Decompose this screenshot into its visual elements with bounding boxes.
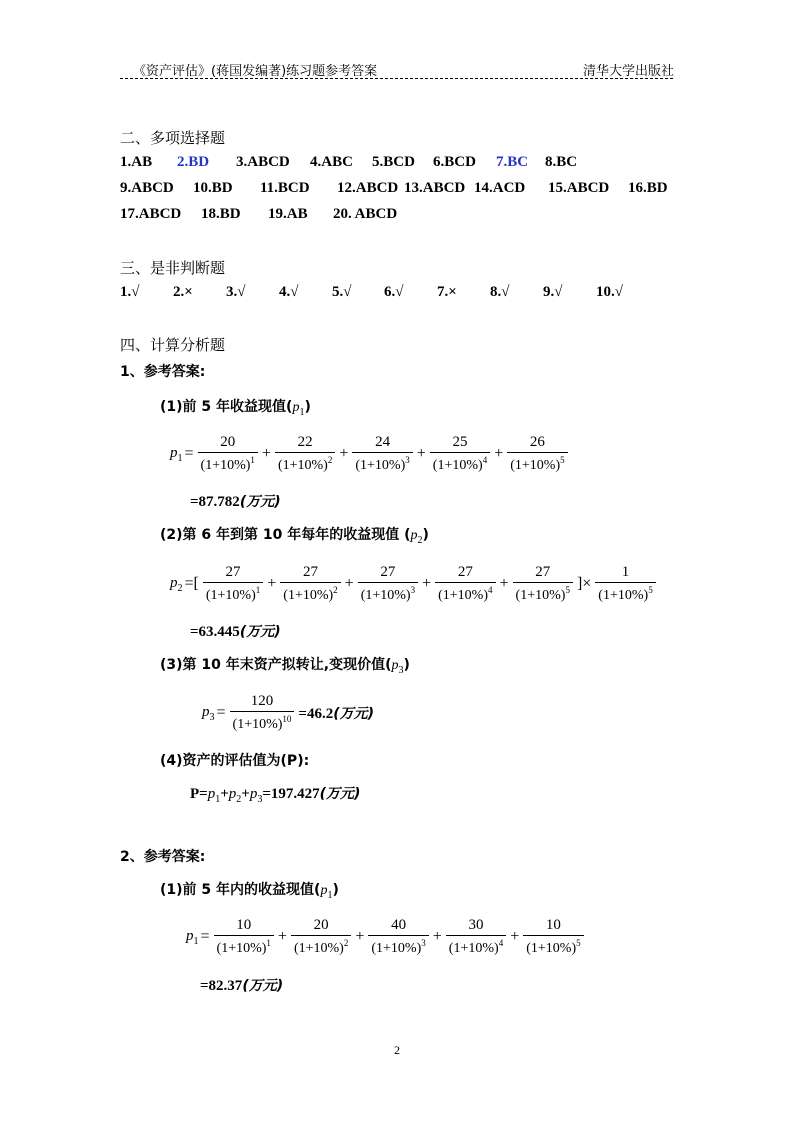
tf-answer: 10.√ [596, 284, 623, 300]
exponent: 10 [282, 714, 292, 724]
result-value: =87.782 [190, 494, 240, 510]
mc-answer: 3.ABCD [236, 154, 290, 170]
var-sub: 1 [215, 794, 221, 805]
denominator [214, 935, 274, 957]
lhs-var: p [202, 703, 210, 720]
equals-sign: = [184, 445, 194, 462]
step-text: (1)前 5 年内的收益现值( [160, 882, 321, 898]
denominator-base: (1+10%) [283, 588, 334, 603]
numerator: 10 [236, 917, 252, 933]
denominator [595, 582, 655, 604]
denominator [446, 935, 506, 957]
exponent: 5 [560, 455, 565, 465]
question-1-label: 1、参考答案: [120, 364, 206, 380]
q1-formula-1 [170, 434, 570, 474]
result-value: =82.37 [200, 978, 243, 994]
lhs-var: p [186, 927, 194, 944]
result-unit: (万元) [319, 786, 361, 802]
step-close: ) [403, 657, 410, 673]
fraction-term [358, 564, 418, 604]
page-number: 2 [394, 1043, 400, 1057]
fraction-term [523, 917, 583, 957]
denominator [198, 452, 258, 474]
result-unit: (万元) [239, 494, 281, 510]
equals-sign: =[ [184, 575, 199, 592]
q2-step-1-label [160, 879, 339, 901]
mc-answer: 20. ABCD [333, 206, 398, 222]
numerator: 25 [452, 434, 468, 450]
numerator: 120 [250, 693, 274, 709]
denominator [430, 452, 490, 474]
denominator-base: (1+10%) [293, 941, 344, 956]
fraction-term [214, 917, 274, 957]
plus-sign: + [510, 928, 520, 945]
fraction-term [446, 917, 506, 957]
mc-answer: 12.ABCD [337, 180, 399, 196]
q1-formula-2 [170, 564, 658, 604]
denominator-base: (1+10%) [432, 458, 483, 473]
denominator-base: (1+10%) [216, 941, 267, 956]
denominator-base: (1+10%) [438, 588, 489, 603]
exponent: 3 [421, 938, 426, 948]
tf-answer: 5.√ [332, 284, 352, 300]
denominator-base: (1+10%) [515, 588, 566, 603]
plus-sign: + [339, 445, 349, 462]
mc-answer: 8.BC [545, 154, 578, 170]
numerator: 24 [375, 434, 391, 450]
exponent: 4 [498, 938, 504, 948]
lhs-var: p [170, 444, 178, 461]
var-sub: 2 [236, 794, 242, 805]
denominator [358, 582, 418, 604]
result-value: =63.445 [190, 624, 240, 640]
exponent: 3 [405, 455, 410, 465]
var-p1: p [207, 786, 216, 802]
tf-answer: 1.√ [120, 284, 140, 300]
header-divider [120, 78, 673, 79]
header-title: 《资产评估》(蒋国发编著)练习题参考答案 [133, 64, 378, 79]
mc-answer: 10.BD [193, 180, 233, 196]
step-close: ) [422, 527, 429, 543]
numerator: 26 [529, 434, 545, 450]
mc-row-2 [0, 180, 794, 200]
fraction-term [430, 434, 490, 474]
numerator: 22 [297, 434, 313, 450]
section-calculation-title: 四、计算分析题 [120, 336, 226, 354]
formula-lhs [186, 928, 199, 947]
equals-sign: = [200, 928, 210, 945]
fraction-term [513, 564, 573, 604]
exponent: 4 [488, 585, 493, 595]
denominator-base: (1+10%) [200, 458, 251, 473]
formula-lhs [202, 704, 215, 723]
result-value: =46.2 [298, 706, 334, 722]
denominator-base: (1+10%) [277, 458, 328, 473]
plus-sign: + [432, 928, 442, 945]
exponent: 2 [327, 455, 333, 465]
fraction-term [230, 693, 295, 733]
var-sub: 3 [398, 664, 404, 676]
mc-answer: 6.BCD [433, 154, 476, 170]
step-text: (3)第 10 年末资产拟转让,变现价值( [160, 657, 392, 673]
numerator: 27 [225, 564, 241, 580]
numerator: 27 [457, 564, 473, 580]
var-p: p [292, 400, 300, 415]
tf-answer: 6.√ [384, 284, 404, 300]
numerator: 1 [621, 564, 630, 580]
q1-formula-3 [202, 693, 374, 733]
var-sub: 1 [299, 406, 305, 418]
formula-lhs [170, 575, 183, 594]
denominator [291, 935, 351, 957]
q2-formula-1 [186, 917, 586, 957]
denominator [280, 582, 340, 604]
q2-result-1 [200, 975, 283, 995]
section-true-false-title: 三、是非判断题 [120, 259, 226, 277]
var-p2: p [228, 786, 237, 802]
mc-answer: 16.BD [628, 180, 668, 196]
plus-sign: + [277, 928, 287, 945]
q1-step-1-label [160, 396, 311, 418]
q1-step-3-label [160, 654, 410, 676]
plus-sign: + [416, 445, 426, 462]
mc-answer-highlighted: 2.BD [177, 154, 210, 170]
lhs-sub: 2 [177, 582, 183, 594]
result-unit: (万元) [242, 978, 284, 994]
var-p3: p [249, 786, 258, 802]
exponent: 2 [333, 585, 338, 595]
step-close: ) [332, 882, 339, 898]
denominator [230, 711, 295, 733]
fraction-term [198, 434, 258, 474]
lhs-sub: 1 [193, 935, 199, 947]
denominator-base: (1+10%) [360, 588, 411, 603]
denominator [352, 452, 412, 474]
step-close: ) [304, 399, 311, 415]
tf-answer: 3.√ [226, 284, 246, 300]
exponent: 2 [343, 938, 349, 948]
exponent: 5 [576, 938, 581, 948]
exponent: 1 [250, 455, 255, 465]
question-2-label: 2、参考答案: [120, 849, 206, 865]
fraction-term [280, 564, 340, 604]
tf-answer: 9.√ [543, 284, 563, 300]
result-unit: (万元) [333, 706, 375, 722]
plus-sign: + [267, 575, 277, 592]
denominator [203, 582, 263, 604]
plus-sign: + [494, 445, 504, 462]
denominator [523, 935, 583, 957]
total-prefix: P= [190, 786, 208, 802]
denominator-base: (1+10%) [510, 458, 561, 473]
fraction-term [291, 917, 351, 957]
exponent: 1 [255, 585, 261, 595]
fraction-term [352, 434, 412, 474]
q1-result-2 [190, 621, 281, 641]
mc-answer: 9.ABCD [120, 180, 174, 196]
mc-answer: 17.ABCD [120, 206, 182, 222]
q1-step-4-label: (4)资产的评估值为(P): [160, 753, 310, 769]
var-p: p [410, 528, 418, 543]
denominator [513, 582, 573, 604]
plus-sign: + [499, 575, 509, 592]
mc-answer: 11.BCD [260, 180, 310, 196]
exponent: 4 [482, 455, 488, 465]
mc-answer: 4.ABC [310, 154, 353, 170]
var-sub: 3 [257, 794, 263, 805]
denominator-base: (1+10%) [371, 941, 422, 956]
fraction-term [203, 564, 263, 604]
plus-sign: + [261, 445, 271, 462]
mc-answer: 14.ACD [474, 180, 526, 196]
numerator: 27 [380, 564, 396, 580]
q1-result-3 [298, 703, 374, 723]
fraction-term [595, 564, 655, 604]
mc-answer: 18.BD [201, 206, 241, 222]
header-publisher: 清华大学出版社 [583, 64, 675, 79]
denominator-base: (1+10%) [448, 941, 499, 956]
tf-answer: 4.√ [279, 284, 299, 300]
mc-answer: 13.ABCD [404, 180, 466, 196]
denominator-base: (1+10%) [598, 588, 649, 603]
fraction-term [435, 564, 495, 604]
mc-row-3 [0, 206, 794, 226]
var-p: p [391, 658, 399, 673]
result-unit: (万元) [239, 624, 281, 640]
var-p: p [320, 883, 328, 898]
tf-answer: 7.× [437, 284, 457, 300]
tf-answer: 8.√ [490, 284, 510, 300]
numerator: 27 [302, 564, 318, 580]
mc-answer: 19.AB [268, 206, 308, 222]
plus-sign: + [344, 575, 354, 592]
equals-sign: = [216, 704, 226, 721]
exponent: 3 [410, 585, 416, 595]
plus-sign: + [355, 928, 365, 945]
mc-answer: 1.AB [120, 154, 153, 170]
lhs-var: p [170, 574, 178, 591]
denominator [368, 935, 428, 957]
q1-total: $P=p_1+p_2+p_3=197.427$(万元) [190, 786, 361, 805]
denominator [507, 452, 567, 474]
denominator-base: (1+10%) [526, 941, 577, 956]
var-sub: 1 [327, 889, 333, 901]
exponent: 5 [648, 585, 653, 595]
mc-answer: 15.ABCD [548, 180, 610, 196]
exponent: 1 [266, 938, 271, 948]
q1-result-1 [190, 491, 281, 511]
numerator: 20 [313, 917, 329, 933]
tf-answer: 2.× [173, 284, 193, 300]
plus-sign: + [422, 575, 432, 592]
denominator [435, 582, 495, 604]
numerator: 30 [468, 917, 484, 933]
numerator: 20 [220, 434, 236, 450]
step-text: (2)第 6 年到第 10 年每年的收益现值 ( [160, 527, 411, 543]
lhs-sub: 1 [177, 452, 183, 464]
formula-lhs [170, 445, 183, 464]
lhs-sub: 3 [209, 711, 215, 723]
mc-row-1 [0, 154, 794, 174]
numerator: 10 [545, 917, 561, 933]
fraction-term [368, 917, 428, 957]
mc-answer: 5.BCD [372, 154, 415, 170]
mc-answer-highlighted: 7.BC [496, 154, 529, 170]
denominator-base: (1+10%) [205, 588, 256, 603]
exponent: 5 [565, 585, 570, 595]
var-sub: 2 [417, 534, 423, 546]
step-text: (1)前 5 年收益现值( [160, 399, 293, 415]
section-multiple-choice-title: 二、多项选择题 [120, 129, 226, 147]
fraction-term [275, 434, 335, 474]
fraction-term [507, 434, 567, 474]
denominator [275, 452, 335, 474]
numerator: 27 [535, 564, 551, 580]
times-sign: ]× [576, 575, 592, 592]
q1-step-2-label [160, 524, 429, 546]
result-value: =197.427 [262, 786, 320, 802]
tf-row [0, 284, 794, 304]
denominator-base: (1+10%) [355, 458, 406, 473]
denominator-base: (1+10%) [232, 717, 283, 732]
numerator: 40 [391, 917, 407, 933]
